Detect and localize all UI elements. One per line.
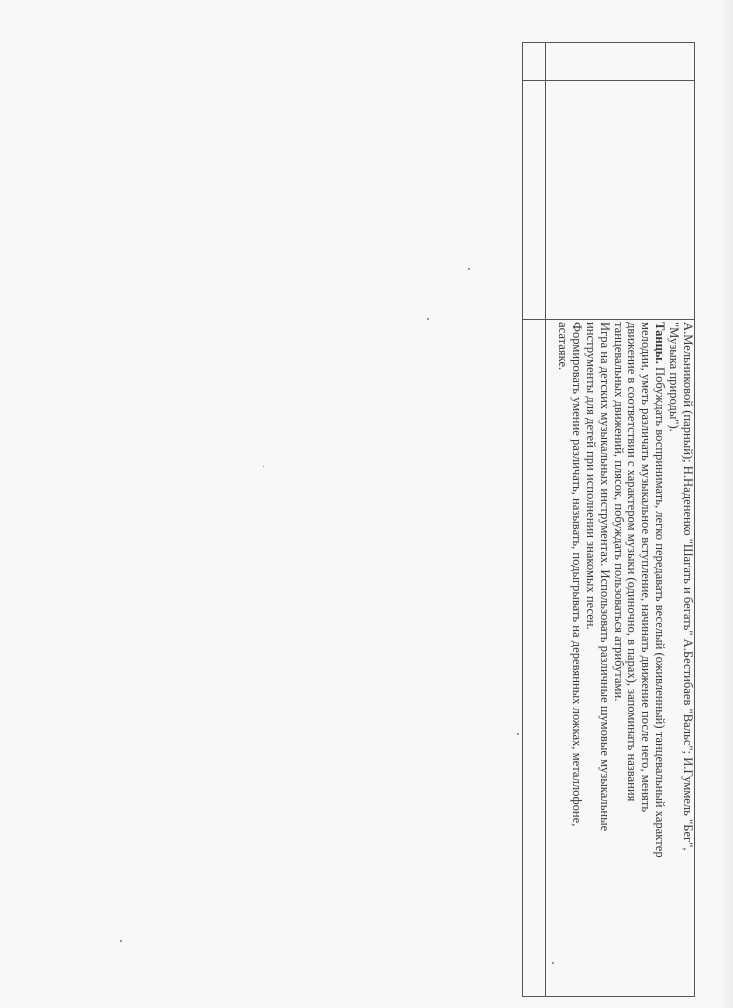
table-row-divider [523, 80, 694, 81]
text-line: Игра на детских музыкальных инструментах. Использовать различные шумовые музыкальные [597, 322, 612, 832]
text-line: "Музыка природы"). [667, 322, 682, 432]
text-line: А.Мельниковой (парный); Н.Надененко "Шагать и бегать" А.Бестибаев "Вальс"; И.Гуммель "Бег", [681, 322, 695, 851]
text-line: Формировать умение различать, называть, подыгрывать на деревянных ложках, металлофоне, [569, 322, 584, 827]
text-line: танцевальных движений, плясок, побуждать пользоваться атрибутами. [611, 322, 626, 702]
text-line: инструменты для детей при исполнении знакомых песен. [583, 322, 598, 630]
scan-speck [468, 268, 470, 270]
section-heading-dances: Танцы. [653, 322, 668, 364]
scan-speck [427, 318, 429, 320]
text-line: движение в соответствии с характером музыки (одиночно, в парах), запоминать названия [625, 322, 640, 802]
scan-edge-shadow [719, 0, 733, 1008]
text-line: мелодии, уметь различать музыкальное вступление, начинать движение после него, менять [639, 322, 654, 813]
table-cell-text [526, 322, 694, 982]
text-line [652, 322, 666, 982]
scan-speck [120, 940, 122, 942]
scan-speck [263, 466, 264, 467]
table-row-divider [523, 319, 694, 320]
scan-speck [552, 962, 554, 964]
scan-speck [517, 733, 519, 735]
text-line-rest: Побуждать воспринимать, легко передавать веселый (оживленный) танцевальный характер [653, 363, 668, 858]
text-line: асатаяке. [555, 322, 570, 371]
